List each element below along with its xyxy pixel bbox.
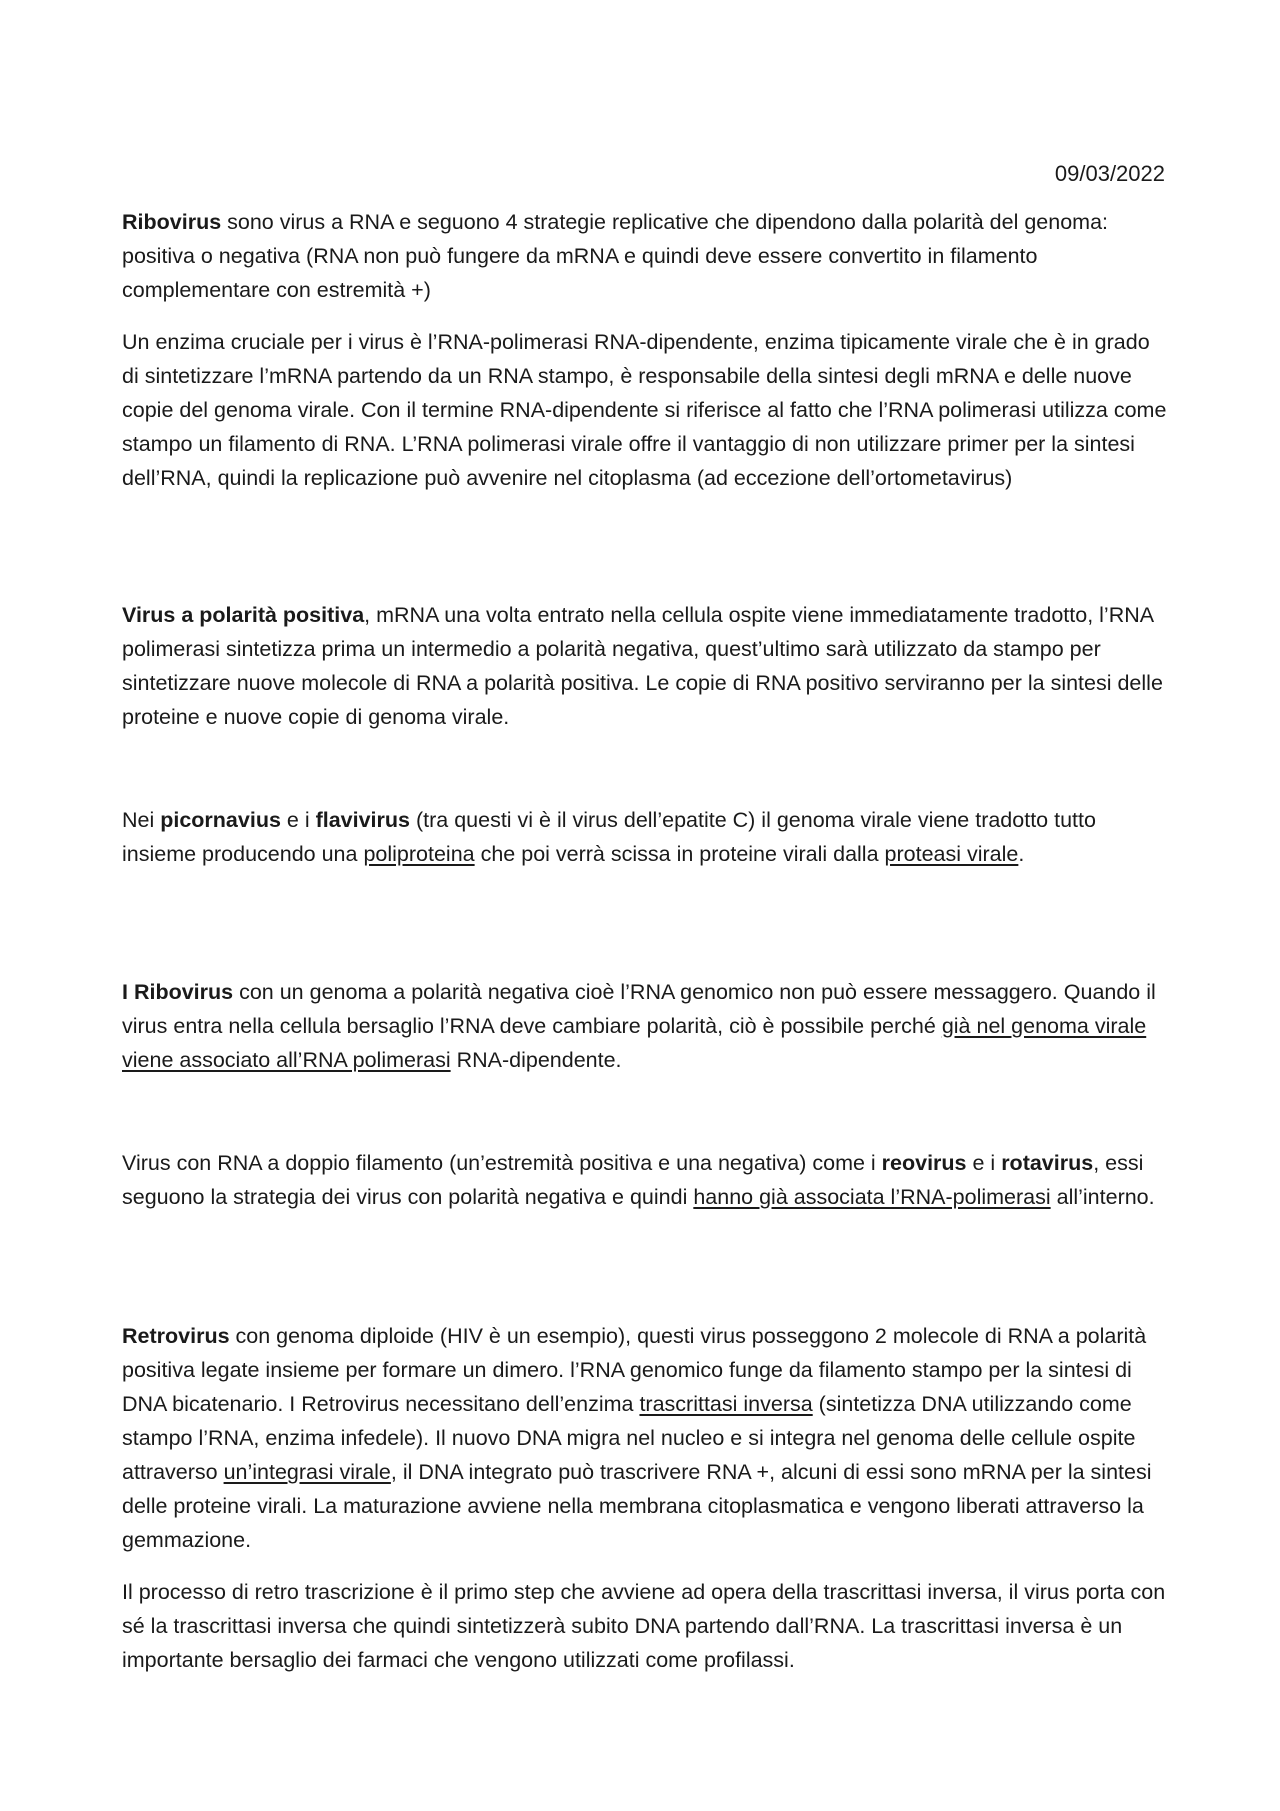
underlined-proteasi-virale: proteasi virale xyxy=(884,842,1019,866)
paragraph-retrovirus: Retrovirus con genoma diploide (HIV è un esempio), questi virus posseggono 2 molecole di RNA a polarità positiva legate insieme per formare un dimero. l’RNA genomico funge da filamento stampo per la sintesi di DNA bicatenario. I Retrovirus necessitano dell’enzima trascrittasi inversa (sintetizza DNA utilizzando come stampo l’RNA, enzima infedele). Il nuovo DNA migra nel nucleo e si integra nel genoma delle cellule ospite attraverso un’integrasi virale, il DNA integrato può trascrivere RNA +, alcuni di essi sono mRNA per la sintesi delle proteine virali. La maturazione avviene nella membrana citoplasmatica e vengono liberati attraverso la gemmazione. xyxy=(122,1324,1152,1552)
term-positive-polarity: Virus a polarità positiva xyxy=(122,603,365,627)
term-flavivirus: flavivirus xyxy=(315,808,410,832)
underlined-poliproteina: poliproteina xyxy=(363,842,475,866)
paragraph-reverse-transcription: Il processo di retro trascrizione è il primo step che avviene ad opera della trascrittasi inversa, il virus porta con sé la trascrittasi inversa che quindi sintetizzerà subito DNA partendo dall’RNA. La trascrittasi inversa è un importante bersaglio dei farmaci che vengono utilizzati come profilassi. xyxy=(122,1580,1166,1672)
underlined-integrasi-virale: un’integrasi virale xyxy=(223,1460,391,1484)
underlined-associated-polymerase: già nel genoma virale viene associato all’RNA polimerasi xyxy=(122,1014,1147,1072)
term-reovirus: reovirus xyxy=(881,1151,967,1175)
paragraph-positive-polarity: Virus a polarità positiva, mRNA una volta entrato nella cellula ospite viene immediatamente tradotto, l’RNA polimerasi sintetizza prima un intermedio a polarità negativa, quest’ultimo sarà utilizzato da stampo per sintetizzare nuove molecole di RNA a polarità positiva. Le copie di RNA positivo serviranno per la sintesi delle proteine e nuove copie di genoma virale. xyxy=(122,603,1163,729)
paragraph-rna-polymerase: Un enzima cruciale per i virus è l’RNA-polimerasi RNA-dipendente, enzima tipicamente virale che è in grado di sintetizzare l’mRNA partendo da un RNA stampo, è responsabile della sintesi degli mRNA e delle nuove copie del genoma virale. Con il termine RNA-dipendente si riferisce al fatto che l’RNA polimerasi utilizza come stampo un filamento di RNA. L’RNA polimerasi virale offre il vantaggio di non utilizzare primer per la sintesi dell’RNA, quindi la replicazione può avvenire nel citoplasma (ad eccezione dell’ortometavirus) xyxy=(122,330,1167,490)
term-retrovirus: Retrovirus xyxy=(122,1324,230,1348)
paragraph-picornavirus-flavivirus: Nei picornavius e i flavivirus (tra questi vi è il virus dell’epatite C) il genoma virale viene tradotto tutto insieme producendo una poliproteina che poi verrà scissa in proteine virali dalla proteasi virale. xyxy=(122,808,1096,866)
underlined-trascrittasi-inversa: trascrittasi inversa xyxy=(639,1392,813,1416)
term-i-ribovirus: I Ribovirus xyxy=(122,980,234,1004)
underlined-associated-rna-polymerase: hanno già associata l’RNA-polimerasi xyxy=(693,1185,1051,1209)
term-ribovirus: Ribovirus xyxy=(122,210,222,234)
paragraph-negative-ribovirus: I Ribovirus con un genoma a polarità negativa cioè l’RNA genomico non può essere messaggero. Quando il virus entra nella cellula bersaglio l’RNA deve cambiare polarità, ciò è possibile perché già nel genoma virale viene associato all’RNA polimerasi RNA-dipendente. xyxy=(122,980,1156,1072)
paragraph-ribovirus-intro: Ribovirus sono virus a RNA e seguono 4 strategie replicative che dipendono dalla polarità del genoma: positiva o negativa (RNA non può fungere da mRNA e quindi deve essere convertito in filamento complementare con estremità +) xyxy=(122,210,1108,302)
paragraph-double-strand: Virus con RNA a doppio filamento (un’estremità positiva e una negativa) come i reovirus e i rotavirus, essi seguono la strategia dei virus con polarità negativa e quindi hanno già associata l’RNA-polimerasi all’interno. xyxy=(122,1151,1155,1209)
term-picornavius: picornavius xyxy=(160,808,281,832)
document-date: 09/03/2022 xyxy=(1054,161,1165,186)
term-rotavirus: rotavirus xyxy=(1001,1151,1094,1175)
